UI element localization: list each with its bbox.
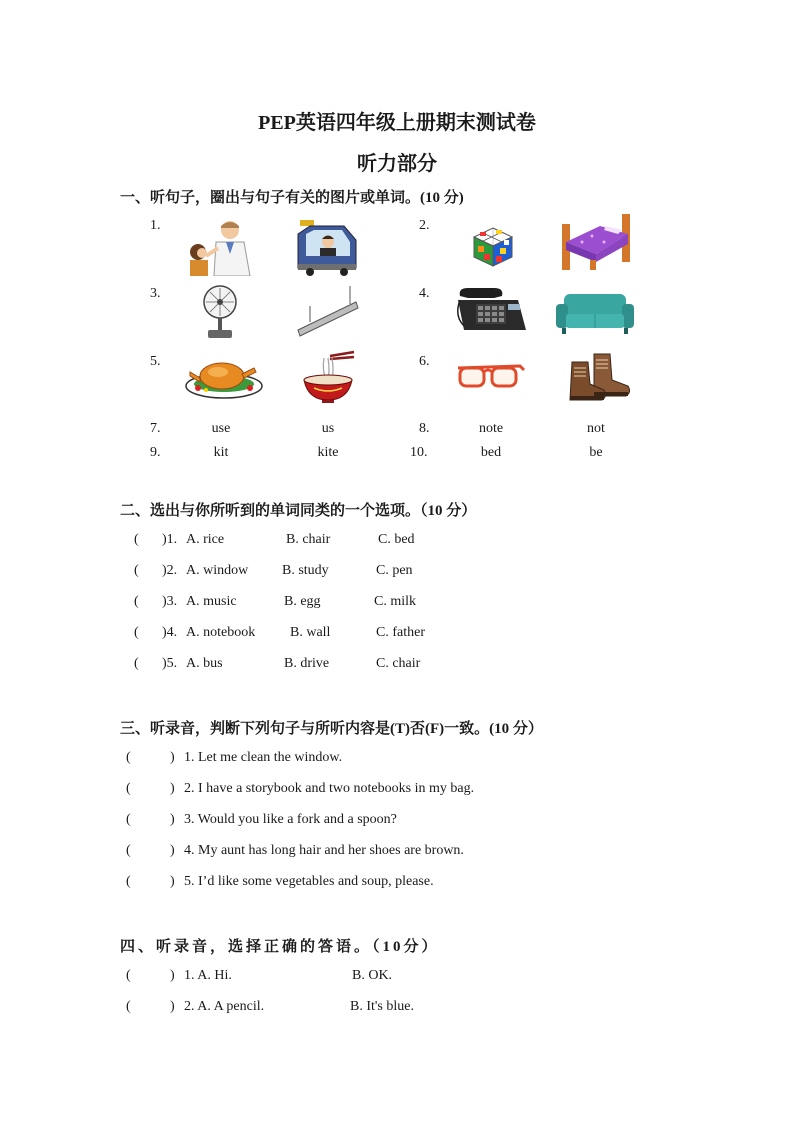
answer-bracket-close: ) (170, 968, 175, 983)
item-number: 7. (150, 421, 161, 436)
item-number: 6. (419, 354, 430, 369)
answer-bracket[interactable]: ( (126, 781, 131, 796)
answer-bracket[interactable]: ( (126, 812, 131, 827)
sentence: 2. I have a storybook and two notebooks in my bag. (184, 781, 475, 796)
item-number: 3. (150, 286, 161, 301)
chicken-icon[interactable] (184, 356, 264, 400)
rubiks-cube-icon[interactable] (472, 226, 514, 268)
option-a[interactable]: A. rice (186, 532, 225, 547)
question-number: )1. (162, 532, 178, 547)
answer-bracket-close: ) (170, 781, 175, 796)
answer-bracket[interactable]: ( (134, 594, 139, 609)
item-number: 8. (419, 421, 430, 436)
word-option[interactable]: us (321, 421, 335, 436)
option-c[interactable]: C. pen (376, 563, 413, 578)
page-subtitle: 听力部分 (357, 153, 437, 175)
item-number: 10. (410, 445, 428, 460)
option-b[interactable]: B. egg (284, 594, 321, 609)
option-a[interactable]: 2. A. A pencil. (184, 999, 265, 1014)
option-a[interactable]: A. window (186, 563, 249, 578)
shoes-icon[interactable] (564, 350, 634, 402)
option-b[interactable]: B. It's blue. (350, 999, 414, 1014)
phone-icon[interactable] (454, 286, 528, 334)
option-c[interactable]: C. chair (376, 656, 421, 671)
answer-bracket-close: ) (170, 999, 175, 1014)
option-b[interactable]: B. chair (286, 532, 331, 547)
item-number: 5. (150, 354, 161, 369)
answer-bracket[interactable]: ( (134, 563, 139, 578)
answer-bracket[interactable]: ( (126, 999, 131, 1014)
option-a[interactable]: A. bus (186, 656, 223, 671)
answer-bracket-close: ) (170, 874, 175, 889)
word-option[interactable]: use (211, 421, 231, 436)
option-a[interactable]: 1. A. Hi. (184, 968, 232, 983)
option-a[interactable]: A. music (186, 594, 237, 609)
option-b[interactable]: B. OK. (352, 968, 393, 983)
page-title: PEP英语四年级上册期末测试卷 (258, 112, 536, 134)
answer-bracket-close: ) (170, 843, 175, 858)
question-number: )2. (162, 563, 178, 578)
answer-bracket[interactable]: ( (126, 750, 131, 765)
option-c[interactable]: C. milk (374, 594, 417, 609)
noodles-icon[interactable] (300, 350, 356, 404)
option-a[interactable]: A. notebook (186, 625, 256, 640)
doctor-icon[interactable] (186, 218, 256, 276)
question-number: )5. (162, 656, 178, 671)
answer-bracket-close: ) (170, 812, 175, 827)
word-option[interactable]: kite (317, 445, 339, 460)
sofa-icon[interactable] (556, 290, 634, 334)
sentence: 3. Would you like a fork and a spoon? (184, 812, 397, 827)
answer-bracket[interactable]: ( (134, 625, 139, 640)
word-option[interactable]: not (587, 421, 605, 436)
option-c[interactable]: C. father (376, 625, 425, 640)
answer-bracket[interactable]: ( (134, 532, 139, 547)
answer-bracket[interactable]: ( (126, 968, 131, 983)
sentence: 1. Let me clean the window. (184, 750, 343, 765)
section3-heading: 三、听录音，判断下列句子与所听内容是(T)否(F)一致。(10 分） (120, 721, 543, 737)
fan-icon[interactable] (198, 284, 242, 340)
item-number: 4. (419, 286, 430, 301)
question-number: )3. (162, 594, 178, 609)
option-b[interactable]: B. drive (284, 656, 330, 671)
driver-icon[interactable] (296, 220, 358, 276)
sentence: 5. I’d like some vegetables and soup, please. (184, 874, 434, 889)
answer-bracket[interactable]: ( (134, 656, 139, 671)
glasses-icon[interactable] (456, 362, 526, 392)
question-number: )4. (162, 625, 178, 640)
word-option[interactable]: kit (213, 445, 229, 460)
light-icon[interactable] (296, 286, 360, 338)
section2-heading: 二、选出与你所听到的单词同类的一个选项。（10 分） (120, 503, 477, 519)
word-option[interactable]: bed (480, 445, 502, 460)
option-b[interactable]: B. study (282, 563, 329, 578)
answer-bracket-close: ) (170, 750, 175, 765)
item-number: 1. (150, 218, 161, 233)
sentence: 4. My aunt has long hair and her shoes are brown. (184, 843, 464, 858)
word-option[interactable]: be (589, 445, 603, 460)
option-b[interactable]: B. wall (290, 625, 331, 640)
item-number: 9. (150, 445, 161, 460)
answer-bracket[interactable]: ( (126, 874, 131, 889)
word-option[interactable]: note (478, 421, 504, 436)
answer-bracket[interactable]: ( (126, 843, 131, 858)
bed-icon[interactable] (560, 212, 632, 272)
item-number: 2. (419, 218, 430, 233)
section1-heading: 一、听句子，圈出与句子有关的图片或单词。(10 分) (120, 190, 464, 206)
section4-heading: 四、听录音，选择正确的答语。（10分） (120, 939, 440, 955)
option-c[interactable]: C. bed (378, 532, 415, 547)
